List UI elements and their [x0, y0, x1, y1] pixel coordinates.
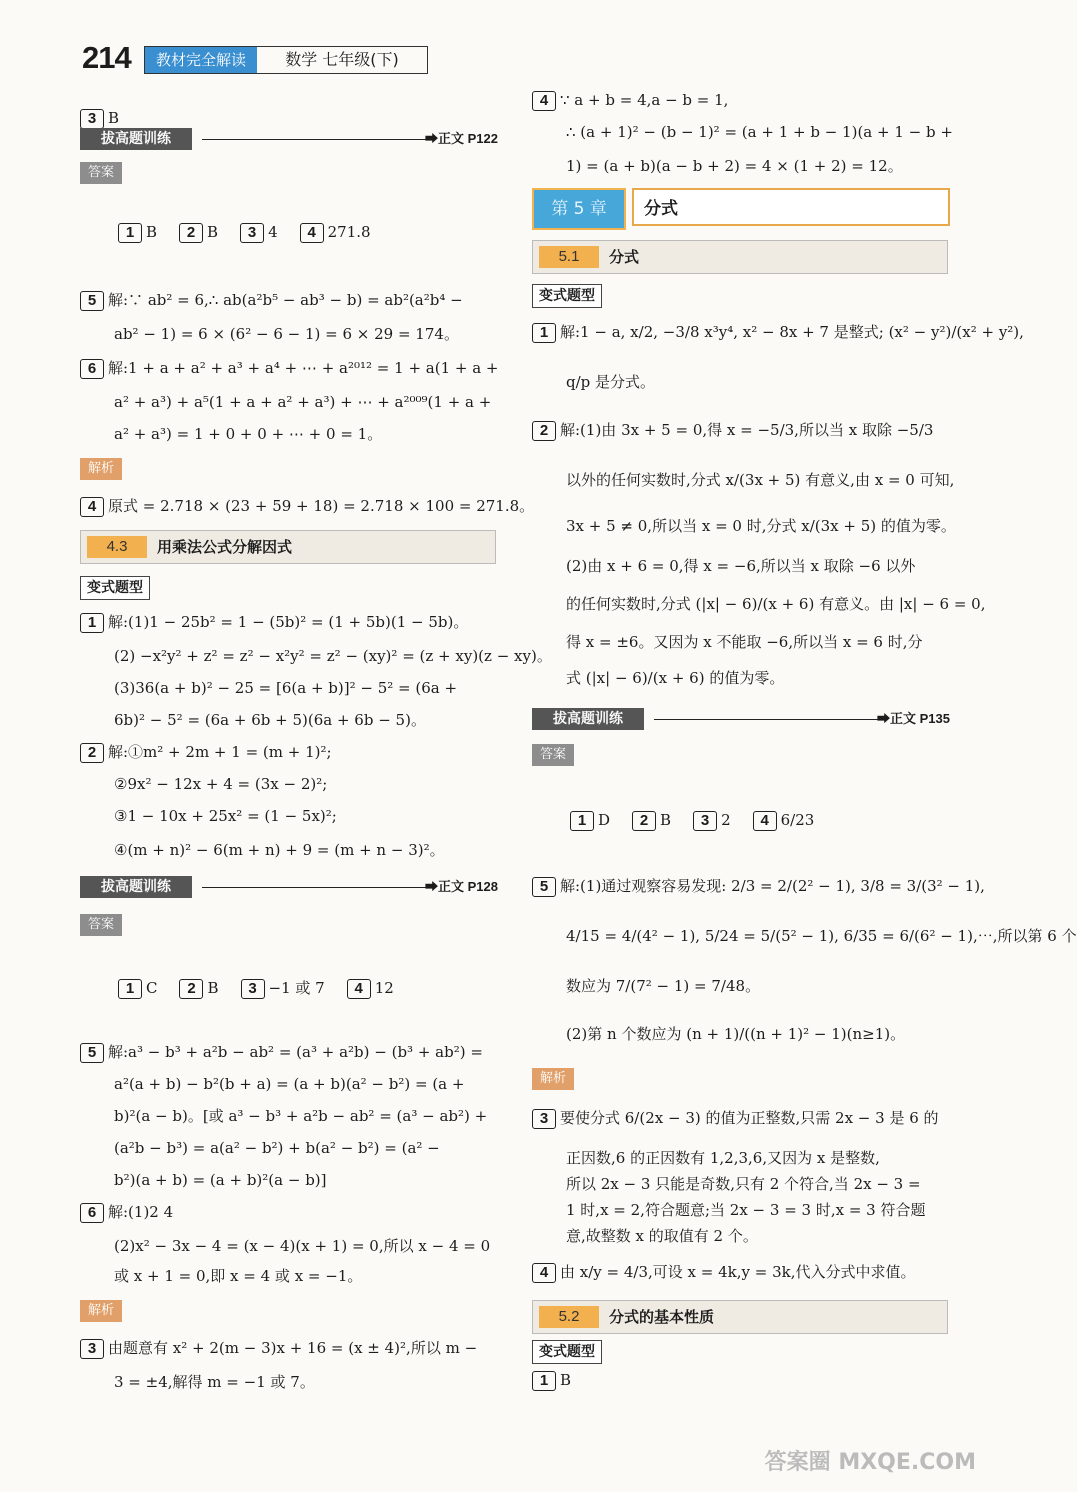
line-text: 解:(1)通过观察容易发现: 2/3 = 2/(2² − 1), 3/8 = 3/(3² − 1), [560, 877, 985, 895]
text-line [114, 1372, 315, 1392]
banner-page-ref: ➡正文 P135 [877, 711, 950, 726]
answer-tag: 答案 [80, 914, 122, 936]
line-text: 意,故整数 x 的取值有 2 个。 [566, 1227, 758, 1245]
text-line [114, 710, 426, 730]
question-number: 3 [240, 223, 264, 243]
banner-arrow-line [202, 887, 426, 888]
answer-item [179, 223, 218, 241]
banner-arrow-line [202, 139, 426, 140]
line-text: (3)36(a + b)² − 25 = [6(a + b)]² − 5² = (6a + [114, 679, 458, 697]
line-text: 3 = ±4,解得 m = −1 或 7。 [114, 1373, 315, 1391]
page-number: 214 [82, 40, 131, 75]
answer-item [118, 979, 157, 997]
line-text: 或 x + 1 = 0,即 x = 4 或 x = −1。 [114, 1267, 363, 1285]
banner-label: 拔高题训练 [80, 128, 192, 150]
answer-item [179, 979, 218, 997]
section-header [80, 530, 496, 564]
question-number: 5 [80, 1043, 104, 1063]
text-line [114, 1074, 464, 1094]
line-text: 的任何实数时,分式 (|x| − 6)/(x + 6) 有意义。由 |x| − 6 = 0, [566, 595, 986, 613]
line-text: 解:1 + a + a² + a³ + a⁴ + ⋯ + a²⁰¹² = 1 + a(1 + a + [108, 359, 499, 377]
line-text: 原式 = 2.718 × (23 + 59 + 18) = 2.718 × 100 = 271.8。 [108, 497, 535, 515]
section-title: 用乘法公式分解因式 [157, 538, 293, 556]
line-text: 数应为 7/(7² − 1) = 7/48。 [566, 977, 761, 995]
line-text: ③1 − 10x + 25x² = (1 − 5x)²; [114, 807, 337, 825]
question-number: 2 [179, 223, 203, 243]
text-line [566, 926, 1077, 946]
line-text: 解:(1)由 3x + 5 = 0,得 x = −5/3,所以当 x 取除 −5/3 [560, 421, 934, 439]
answer-item [753, 811, 815, 829]
text-line [532, 1370, 571, 1391]
text-line [566, 1226, 758, 1246]
line-text: a² + a³) = 1 + 0 + 0 + ⋯ + 0 = 1。 [114, 425, 383, 443]
line-text: 正因数,6 的正因数有 1,2,3,6,又因为 x 是整数, [566, 1149, 880, 1167]
text-line [114, 424, 382, 444]
watermark: 答案圈 MXQE.COM [764, 1450, 976, 1475]
answer-item [300, 223, 371, 241]
line-text: 式 (|x| − 6)/(x + 6) 的值为零。 [566, 669, 785, 687]
answer-value: 271.8 [327, 223, 371, 241]
question-number: 1 [118, 223, 142, 243]
line-text: ∴ (a + 1)² − (b − 1)² = (a + 1 + b − 1)(a + 1 − b + [566, 123, 953, 141]
answer-item [347, 979, 394, 997]
variant-box: 变式题型 [532, 1340, 602, 1364]
answer-item [240, 223, 278, 241]
text-line [566, 156, 903, 176]
text-line [114, 392, 491, 412]
question-number: 2 [632, 811, 656, 831]
line-text: B [560, 1371, 572, 1389]
section-number: 5.1 [539, 246, 599, 268]
line-text: ∵ a + b = 4,a − b = 1, [560, 91, 729, 109]
answer-value: B [146, 223, 158, 241]
text-line [566, 668, 784, 688]
section-banner [80, 128, 498, 150]
text-line [80, 358, 499, 379]
answer-row [118, 978, 416, 999]
line-text: 以外的任何实数时,分式 x/(3x + 5) 有意义,由 x = 0 可知, [566, 471, 955, 489]
answer-item [570, 811, 610, 829]
text-line [114, 840, 445, 860]
answer-item [693, 811, 731, 829]
answer-value: B [660, 811, 672, 829]
text-line [566, 594, 986, 614]
banner-label: 拔高题训练 [80, 876, 192, 898]
line-text: q/p 是分式。 [566, 373, 656, 391]
question-number: 1 [532, 1371, 556, 1391]
banner-label: 拔高题训练 [532, 708, 644, 730]
question-number: 3 [532, 1109, 556, 1129]
line-text: B [108, 109, 120, 127]
answer-value: C [146, 979, 158, 997]
answer-item [241, 979, 325, 997]
text-line [566, 516, 956, 536]
line-text: 要使分式 6/(2x − 3) 的值为正整数,只需 2x − 3 是 6 的 [560, 1109, 939, 1127]
answer-value: 4 [268, 223, 278, 241]
text-line [114, 678, 457, 698]
text-line [532, 90, 728, 111]
question-number: 4 [347, 979, 371, 999]
text-line [532, 1108, 939, 1129]
question-number: 4 [300, 223, 324, 243]
line-text: 3x + 5 ≠ 0,所以当 x = 0 时,分式 x/(3x + 5) 的值为零。 [566, 517, 956, 535]
line-text: (2) −x²y² + z² = z² − x²y² = z² − (xy)² = (z + xy)(z − xy)。 [114, 647, 552, 665]
question-number: 3 [693, 811, 717, 831]
text-line [566, 122, 953, 142]
text-line [114, 1170, 327, 1190]
answer-row [570, 810, 836, 831]
question-number: 2 [179, 979, 203, 999]
line-text: a²(a + b) − b²(b + a) = (a + b)(a² − b²) = (a + [114, 1075, 465, 1093]
question-number: 6 [80, 359, 104, 379]
analysis-tag: 解析 [80, 458, 122, 480]
line-text: (2)第 n 个数应为 (n + 1)/((n + 1)² − 1)(n≥1)。 [566, 1025, 906, 1043]
text-line [566, 1200, 926, 1220]
section-number: 4.3 [87, 536, 147, 558]
answer-value: −1 或 7 [268, 979, 325, 997]
line-text: ④(m + n)² − 6(m + n) + 9 = (m + n − 3)²。 [114, 841, 445, 859]
line-text: ②9x² − 12x + 4 = (3x − 2)²; [114, 775, 328, 793]
line-text: 解:a³ − b³ + a²b − ab² = (a³ + a²b) − (b³ + ab²) = [108, 1043, 483, 1061]
question-number: 1 [532, 323, 556, 343]
text-line [566, 1148, 880, 1168]
line-text: 得 x = ±6。又因为 x 不能取 −6,所以当 x = 6 时,分 [566, 633, 923, 651]
section-title: 分式的基本性质 [609, 1308, 715, 1326]
text-line [114, 806, 337, 826]
text-line [80, 612, 468, 633]
section-banner [532, 708, 950, 730]
text-line [532, 876, 985, 897]
answer-row [118, 222, 393, 243]
text-line [566, 470, 954, 490]
text-line [532, 420, 933, 441]
answer-value: 6/23 [780, 811, 815, 829]
question-number: 1 [118, 979, 142, 999]
subject-title: 数学 七年级(下) [285, 50, 399, 69]
text-line [80, 742, 332, 763]
line-text: 解:1 − a, x/2, −3/8 x³y⁴, x² − 8x + 7 是整式; (x² − y²)/(x² + y²), [560, 323, 1024, 341]
banner-page-ref: ➡正文 P128 [425, 879, 498, 894]
section-number: 5.2 [539, 1306, 599, 1328]
text-line [566, 976, 760, 996]
question-number: 4 [532, 91, 556, 111]
line-text: 4/15 = 4/(4² − 1), 5/24 = 5/(5² − 1), 6/35 = 6/(6² − 1),⋯,所以第 6 个 [566, 927, 1077, 945]
line-text: b)²(a − b)。[或 a³ − b³ + a²b − ab² = (a³ − ab²) + [114, 1107, 488, 1125]
question-number: 2 [532, 421, 556, 441]
text-line [114, 774, 327, 794]
question-number: 1 [570, 811, 594, 831]
variant-box: 变式题型 [80, 576, 150, 600]
question-number: 1 [80, 613, 104, 633]
line-text: 解:(1)1 − 25b² = 1 − (5b)² = (1 + 5b)(1 − 5b)。 [108, 613, 469, 631]
answer-value: B [207, 979, 219, 997]
section-header [532, 1300, 948, 1334]
line-text: 解:∵ ab² = 6,∴ ab(a²b⁵ − ab³ − b) = ab²(a²b⁴ − [108, 291, 463, 309]
banner-arrow-line [654, 719, 878, 720]
line-text: 由题意有 x² + 2(m − 3)x + 16 = (x ± 4)²,所以 m − [108, 1339, 478, 1357]
text-line [80, 1202, 173, 1223]
chapter-header [532, 188, 954, 228]
text-line [114, 646, 552, 666]
line-text: a² + a³) + a⁵(1 + a + a² + a³) + ⋯ + a²⁰⁰⁹(1 + a + [114, 393, 492, 411]
line-text: (a²b − b³) = a(a² − b²) + b(a² − b²) = (a² − [114, 1139, 440, 1157]
line-text: 6b)² − 5² = (6a + 6b + 5)(6a + 6b − 5)。 [114, 711, 426, 729]
line-text: 由 x/y = 4/3,可设 x = 4k,y = 3k,代入分式中求值。 [560, 1263, 916, 1281]
question-number: 5 [80, 291, 104, 311]
text-line [566, 372, 655, 392]
text-line [566, 632, 923, 652]
line-text: 解:(1)2 4 [108, 1203, 174, 1221]
answer-value: 12 [374, 979, 394, 997]
question-number: 3 [241, 979, 265, 999]
section-banner [80, 876, 498, 898]
answer-tag: 答案 [80, 162, 122, 184]
line-text: 1) = (a + b)(a − b + 2) = 4 × (1 + 2) = 12。 [566, 157, 903, 175]
banner-page-ref: ➡正文 P122 [425, 131, 498, 146]
question-number: 3 [80, 109, 104, 129]
chapter-number: 第 5 章 [532, 188, 626, 230]
text-line [114, 1236, 490, 1256]
variant-box: 变式题型 [532, 284, 602, 308]
question-number: 3 [80, 1339, 104, 1359]
answer-item [632, 811, 671, 829]
text-line [80, 496, 534, 517]
answer-tag: 答案 [532, 744, 574, 766]
line-text: 所以 2x − 3 只能是奇数,只有 2 个符合,当 2x − 3 = [566, 1175, 921, 1193]
book-title: 教材完全解读 [145, 47, 257, 73]
analysis-tag: 解析 [80, 1300, 122, 1322]
question-number: 6 [80, 1203, 104, 1223]
question-number: 5 [532, 877, 556, 897]
line-text: (2)x² − 3x − 4 = (x − 4)(x + 1) = 0,所以 x − 4 = 0 [114, 1237, 491, 1255]
text-line [80, 1338, 477, 1359]
answer-value: B [207, 223, 219, 241]
line-text: ab² − 1) = 6 × (6² − 6 − 1) = 6 × 29 = 174。 [114, 325, 459, 343]
question-number: 2 [80, 743, 104, 763]
text-line [80, 108, 119, 129]
question-number: 4 [753, 811, 777, 831]
chapter-title: 分式 [632, 188, 950, 226]
section-title: 分式 [609, 248, 640, 266]
analysis-tag: 解析 [532, 1068, 574, 1090]
text-line [114, 1138, 440, 1158]
question-number: 4 [80, 497, 104, 517]
text-line [566, 1024, 905, 1044]
answer-value: 2 [721, 811, 731, 829]
line-text: (2)由 x + 6 = 0,得 x = −6,所以当 x 取除 −6 以外 [566, 557, 916, 575]
text-line [114, 1266, 362, 1286]
answer-item [118, 223, 157, 241]
text-line [532, 322, 1024, 343]
question-number: 4 [532, 1263, 556, 1283]
text-line [114, 1106, 487, 1126]
line-text: 1 时,x = 2,符合题意;当 2x − 3 = 3 时,x = 3 符合题 [566, 1201, 926, 1219]
text-line [566, 1174, 921, 1194]
line-text: 解:①m² + 2m + 1 = (m + 1)²; [108, 743, 332, 761]
header-box [144, 46, 428, 74]
answer-value: D [598, 811, 611, 829]
line-text: b²)(a + b) = (a + b)²(a − b)] [114, 1171, 327, 1189]
text-line [566, 556, 915, 576]
text-line [532, 1262, 915, 1283]
text-line [114, 324, 459, 344]
text-line [80, 1042, 483, 1063]
section-header [532, 240, 948, 274]
text-line [80, 290, 463, 311]
